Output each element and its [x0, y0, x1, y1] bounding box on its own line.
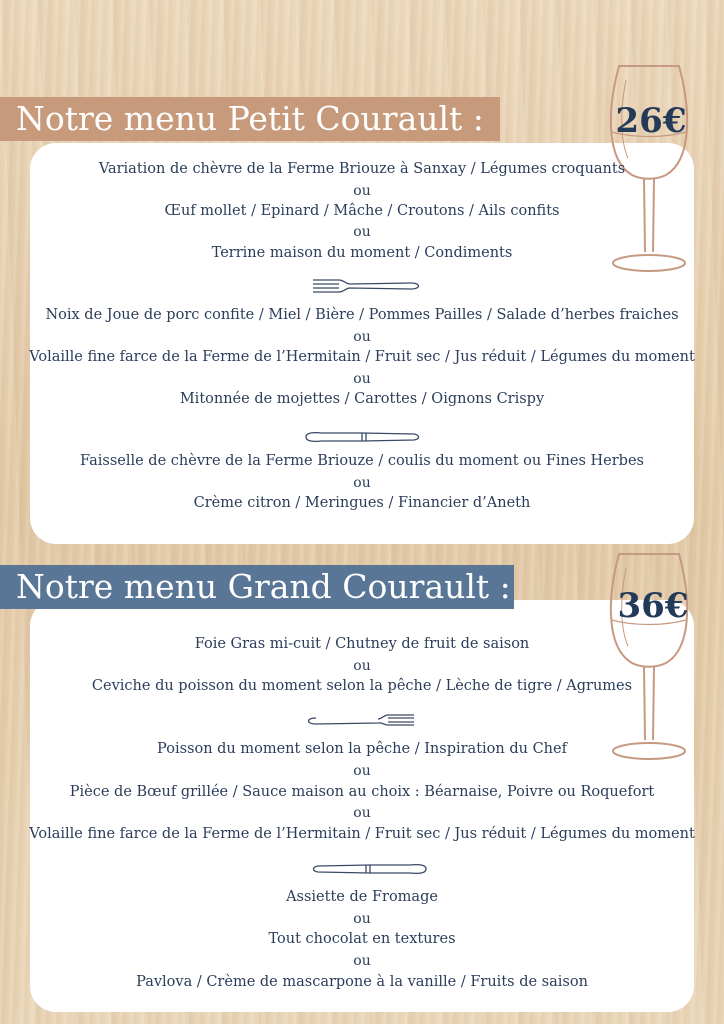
separator-or: ou — [353, 805, 371, 821]
dessert-2-3: Pavlova / Crème de mascarpone à la vanille / Fruits de saison — [136, 974, 588, 990]
separator-or: ou — [353, 329, 371, 345]
menu-title-petit: Notre menu Petit Courault : — [0, 97, 500, 141]
dessert-1-2: Crème citron / Meringues / Financier d’Aneth — [193, 495, 531, 511]
price-petit: 26€ — [615, 101, 687, 141]
separator-or: ou — [353, 371, 371, 387]
separator-or: ou — [353, 183, 371, 199]
main-1-1: Noix de Joue de porc confite / Miel / Bière / Pommes Pailles / Salade d’herbes fraiches — [45, 307, 679, 323]
starter-2-2: Ceviche du poisson du moment selon la pêche / Lèche de tigre / Agrumes — [91, 678, 633, 694]
separator-or: ou — [353, 763, 371, 779]
price-grand: 36€ — [617, 586, 689, 626]
separator-or: ou — [353, 658, 371, 674]
menu-title-grand: Notre menu Grand Courault : — [0, 565, 514, 609]
main-1-2: Volaille fine farce de la Ferme de l’Hermitain / Fruit sec / Jus réduit / Légumes du moment — [29, 349, 695, 365]
fork-icon — [304, 710, 416, 730]
dessert-2-2: Tout chocolat en textures — [268, 931, 456, 947]
knife-icon — [310, 860, 430, 878]
starter-2-1: Foie Gras mi-cuit / Chutney de fruit de saison — [194, 636, 530, 652]
wine-glass-icon — [604, 548, 694, 764]
separator-or: ou — [353, 953, 371, 969]
dessert-2-1: Assiette de Fromage — [286, 889, 438, 905]
starter-1-3: Terrine maison du moment / Condiments — [211, 245, 513, 261]
main-1-3: Mitonnée de mojettes / Carottes / Oignons Crispy — [179, 391, 545, 407]
starter-1-2: Œuf mollet / Epinard / Mâche / Croutons / Ails confits — [164, 203, 560, 219]
main-2-3: Volaille fine farce de la Ferme de l’Hermitain / Fruit sec / Jus réduit / Légumes du moment — [29, 826, 695, 842]
separator-or: ou — [353, 475, 371, 491]
separator-or: ou — [353, 224, 371, 240]
main-2-2: Pièce de Bœuf grillée / Sauce maison au choix : Béarnaise, Poivre ou Roquefort — [69, 784, 655, 800]
main-2-1: Poisson du moment selon la pêche / Inspiration du Chef — [157, 741, 567, 757]
fork-icon — [311, 275, 423, 295]
knife-icon — [302, 428, 422, 446]
starter-1-1: Variation de chèvre de la Ferme Briouze à Sanxay / Légumes croquants — [98, 161, 626, 177]
separator-or: ou — [353, 911, 371, 927]
dessert-1-1: Faisselle de chèvre de la Ferme Briouze / coulis du moment ou Fines Herbes — [80, 453, 644, 469]
